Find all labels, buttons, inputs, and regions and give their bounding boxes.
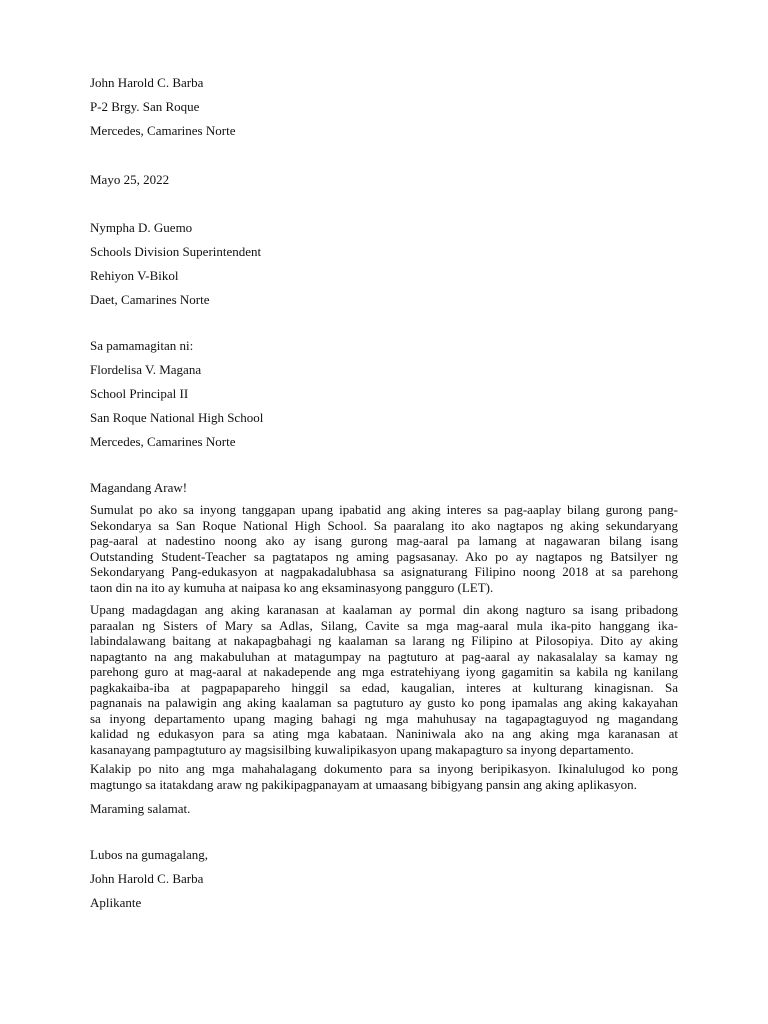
paragraph-line: Upang madagdagan ang aking karanasan at kaalaman ay pormal din akong nagturo sa isang pribadong [90, 602, 678, 617]
paragraph-line: napagtanto na ang makabuluhan at matagumpay na pagtuturo at pag-aaral ay nakasalalay sa kamay ng [90, 648, 678, 664]
letter-date: Mayo 25, 2022 [90, 172, 170, 187]
through-title: School Principal II [90, 386, 189, 401]
through-address: Mercedes, Camarines Norte [90, 434, 236, 449]
body-paragraph-1 [90, 502, 678, 595]
paragraph-line: Kalakip po nito ang mga mahahalagang dokumento para sa inyong beripikasyon. Ikinalulugod ko pong [90, 761, 678, 776]
signature-role: Aplikante [90, 895, 142, 910]
sender-address-line-2: Mercedes, Camarines Norte [90, 123, 236, 138]
paragraph-line: Sekondarya sa San Roque National High School. Sa paaralang ito ako nagtapos ng aking sekundaryang [90, 517, 678, 533]
signature-name: John Harold C. Barba [90, 871, 204, 886]
paragraph-line: magtungo sa itatakdang araw ng pakikipagpanayam at umaasang bibigyang pansin ang aking aplikasyon. [90, 776, 637, 792]
greeting-block [90, 480, 187, 496]
paragraph-line: Outstanding Student-Teacher sa pagtatapos ng aming pagsasanay. Ako po ay nagtapos ng Batsilyer ng [90, 548, 678, 564]
recipient-title: Schools Division Superintendent [90, 244, 262, 259]
paragraph-line: sa inyong departamento upang maging bahagi ng mga mahuhusay na tagapagtaguyod ng magandang [90, 710, 678, 726]
paragraph-line: pagnanais na palawigin ang aking kaalaman sa pagtuturo ay gusto ko pong ipamalas ang aking kakayahan [90, 695, 678, 710]
paragraph-line: taon din na ito ay kumuha at naipasa ko ang eksaminasyong pangguro (LET). [90, 579, 494, 595]
paragraph-line: parehong guro at mag-aaral at nakadepende ang mga estratehiyang iyong gagamitin sa kabila ng kanilang [90, 664, 678, 679]
thanks-text: Maraming salamat. [90, 801, 191, 816]
closing-block [90, 847, 208, 911]
through-school: San Roque National High School [90, 410, 264, 425]
recipient-region: Rehiyon V-Bikol [90, 268, 179, 283]
paragraph-line: labindalawang baitang at nakapagbahagi ng kaalaman sa larang ng Filipino at Pilosopiya. Dito ay aking [90, 633, 678, 648]
paragraph-line: Sumulat po ako sa inyong tanggapan upang ipabatid ang aking interes sa pag-aaplay bilang gurong pang- [90, 502, 678, 517]
thanks-block [90, 801, 190, 817]
paragraph-line: pagkakaiba-iba at pagpapapareho hinggil sa edad, kaugalian, interes at kulturang kinagisnan. Sa [90, 679, 678, 695]
sender-name: John Harold C. Barba [90, 75, 204, 90]
closing-text: Lubos na gumagalang, [90, 847, 209, 862]
sender-address-line-1: P-2 Brgy. San Roque [90, 99, 200, 114]
paragraph-line: Sekondaryang Pang-edukasyon at nagpakadalubhasa sa asignaturang Filipino noong 2018 at sa parehong [90, 564, 678, 579]
recipient-block [90, 220, 261, 308]
through-label: Sa pamamagitan ni: [90, 338, 194, 353]
sender-block [90, 75, 235, 139]
paragraph-line: kalidad ng edukasyon para sa ating mga kabataan. Naniniwala ako na ang aking mga karanasan at [90, 726, 678, 741]
through-name: Flordelisa V. Magana [90, 362, 202, 377]
recipient-name: Nympha D. Guemo [90, 220, 193, 235]
date-block [90, 172, 169, 188]
through-block [90, 338, 263, 450]
paragraph-line: pag-aaral at nadestino noong ako ay isang gurong mag-aaral pa lamang at nagawaran bilang isang [90, 533, 678, 548]
paragraph-line: kasanayang pampagtuturo ay magsisilbing kuwalipikasyon upang makapagturo sa inyong departamento. [90, 741, 634, 757]
recipient-address: Daet, Camarines Norte [90, 292, 210, 307]
body-paragraph-3 [90, 761, 678, 792]
body-paragraph-2 [90, 602, 678, 757]
greeting: Magandang Araw! [90, 480, 188, 495]
paragraph-line: paraalan ng Sisters of Mary sa Adlas, Silang, Cavite sa mga mag-aaral mula ika-pito hanggang ika- [90, 617, 678, 633]
